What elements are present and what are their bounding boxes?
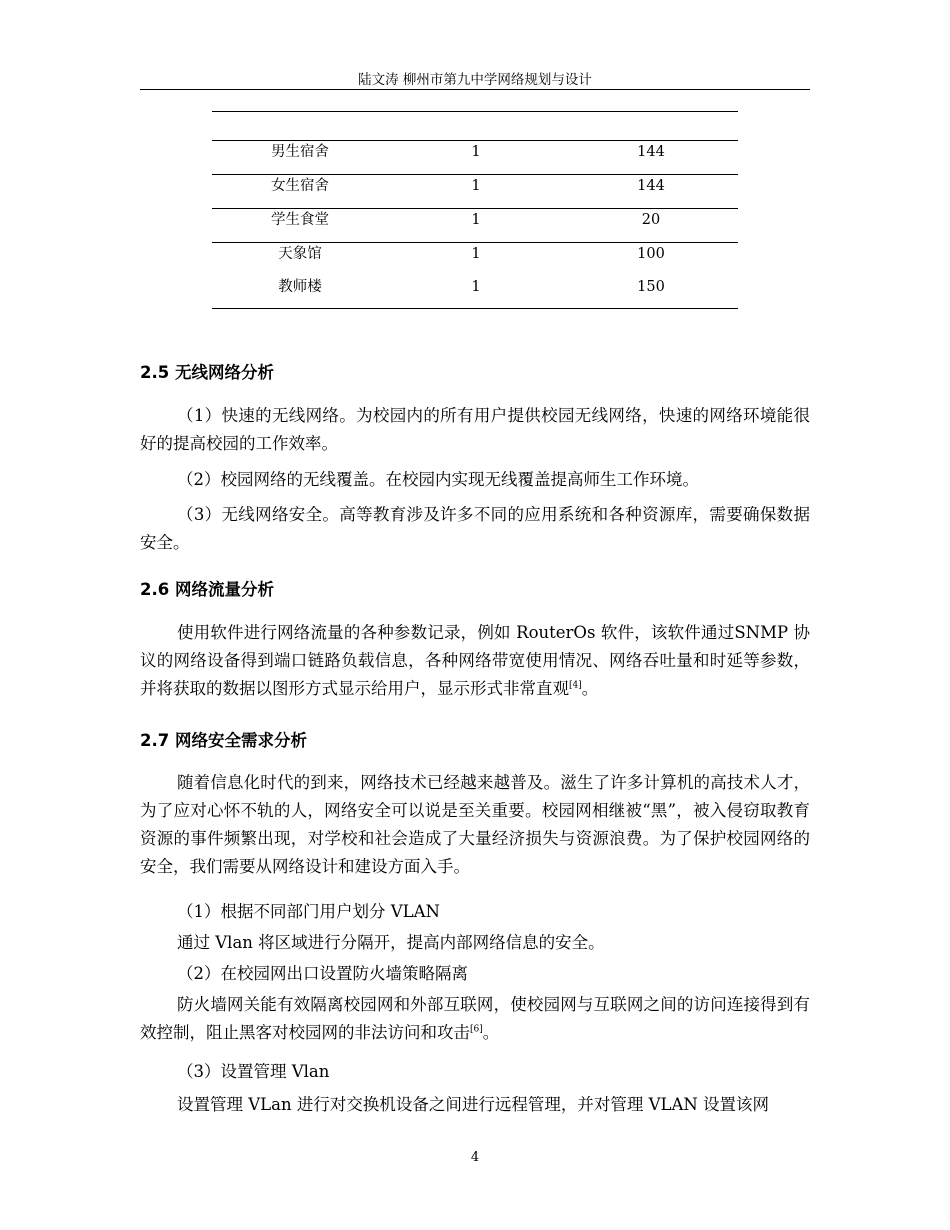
- paragraph-end: 。: [482, 1023, 500, 1042]
- section-heading-2-6: 2.6 网络流量分析: [140, 580, 274, 599]
- table-cell-points: 144: [637, 144, 665, 160]
- citation-ref: [6]: [470, 1024, 483, 1035]
- paragraph: 随着信息化时代的到来，网络技术已经越来越普及。滋生了许多计算机的高技术人才，为了应对心怀不轨的人，网络安全可以说是至关重要。校园网相继被“黑”，被入侵窃取教育资源的事件频繁出现，对学校和社会造成了大量经济损失与资源浪费。为了保护校园网络的安全，我们需要从网络设计和建设方面入手。: [140, 773, 810, 876]
- table-cell-points: 144: [637, 178, 665, 194]
- table-row: [212, 174, 738, 207]
- list-item-heading: （3）设置管理 Vlan: [177, 1062, 330, 1081]
- paragraph: 设置管理 VLan 进行对交换机设备之间进行远程管理，并对管理 VLAN 设置该网: [177, 1095, 770, 1114]
- table-row: [212, 208, 738, 241]
- paragraph: [140, 991, 810, 1047]
- table-cell-points: 150: [637, 279, 665, 295]
- table-cell-name: 学生食堂: [271, 212, 329, 228]
- table-cell-count: 1: [471, 144, 481, 160]
- table-cell-count: 1: [471, 178, 481, 194]
- paragraph: 通过 Vlan 将区域进行分隔开，提高内部网络信息的安全。: [177, 933, 605, 952]
- table-cell-points: 100: [637, 246, 665, 262]
- table-row: [212, 242, 738, 275]
- paragraph-end: 。: [581, 679, 599, 698]
- header-rule: [140, 89, 810, 90]
- table-cell-count: 1: [471, 212, 481, 228]
- paragraph: （3）无线网络安全。高等教育涉及许多不同的应用系统和各种资源库，需要确保数据安全。: [140, 505, 810, 552]
- paragraph-text: 防火墙网关能有效隔离校园网和外部互联网，使校园网与互联网之间的访问连接得到有效控制，阻止黑客对校园网的非法访问和攻击: [140, 995, 810, 1042]
- section-heading-2-7: 2.7 网络安全需求分析: [140, 731, 307, 750]
- table-top-rule: [212, 111, 738, 112]
- table-cell-points: 20: [641, 212, 661, 228]
- paragraph: （2）校园网络的无线覆盖。在校园内实现无线覆盖提高师生工作环境。: [177, 470, 699, 489]
- table-row: [212, 275, 738, 308]
- table-cell-name: 男生宿舍: [271, 144, 329, 160]
- page-number: 4: [470, 1150, 480, 1165]
- table-cell-count: 1: [471, 246, 481, 262]
- table-cell-count: 1: [471, 279, 481, 295]
- section-heading-2-5: 2.5 无线网络分析: [140, 363, 274, 382]
- paragraph-text: 使用软件进行网络流量的各种参数记录，例如 RouterOs 软件，该软件通过SNMP 协议的网络设备得到端口链路负载信息，各种网络带宽使用情况、网络吞吐量和时延等参数，并将获取的数据以图形方式显示给用户，显示形式非常直观: [140, 623, 810, 698]
- table-cell-name: 女生宿舍: [271, 178, 329, 194]
- list-item-heading: （2）在校园网出口设置防火墙策略隔离: [177, 964, 468, 983]
- running-header: 陆文涛 柳州市第九中学网络规划与设计: [358, 72, 592, 88]
- paragraph: [140, 619, 810, 703]
- list-item-heading: （1）根据不同部门用户划分 VLAN: [177, 902, 440, 921]
- paragraph: （1）快速的无线网络。为校园内的所有用户提供校园无线网络，快速的网络环境能很好的提高校园的工作效率。: [140, 406, 810, 453]
- citation-ref: [4]: [569, 680, 582, 691]
- table-bottom-rule: [212, 308, 738, 309]
- table-row: [212, 140, 738, 173]
- table-cell-name: 天象馆: [278, 246, 322, 262]
- table-cell-name: 教师楼: [278, 279, 322, 295]
